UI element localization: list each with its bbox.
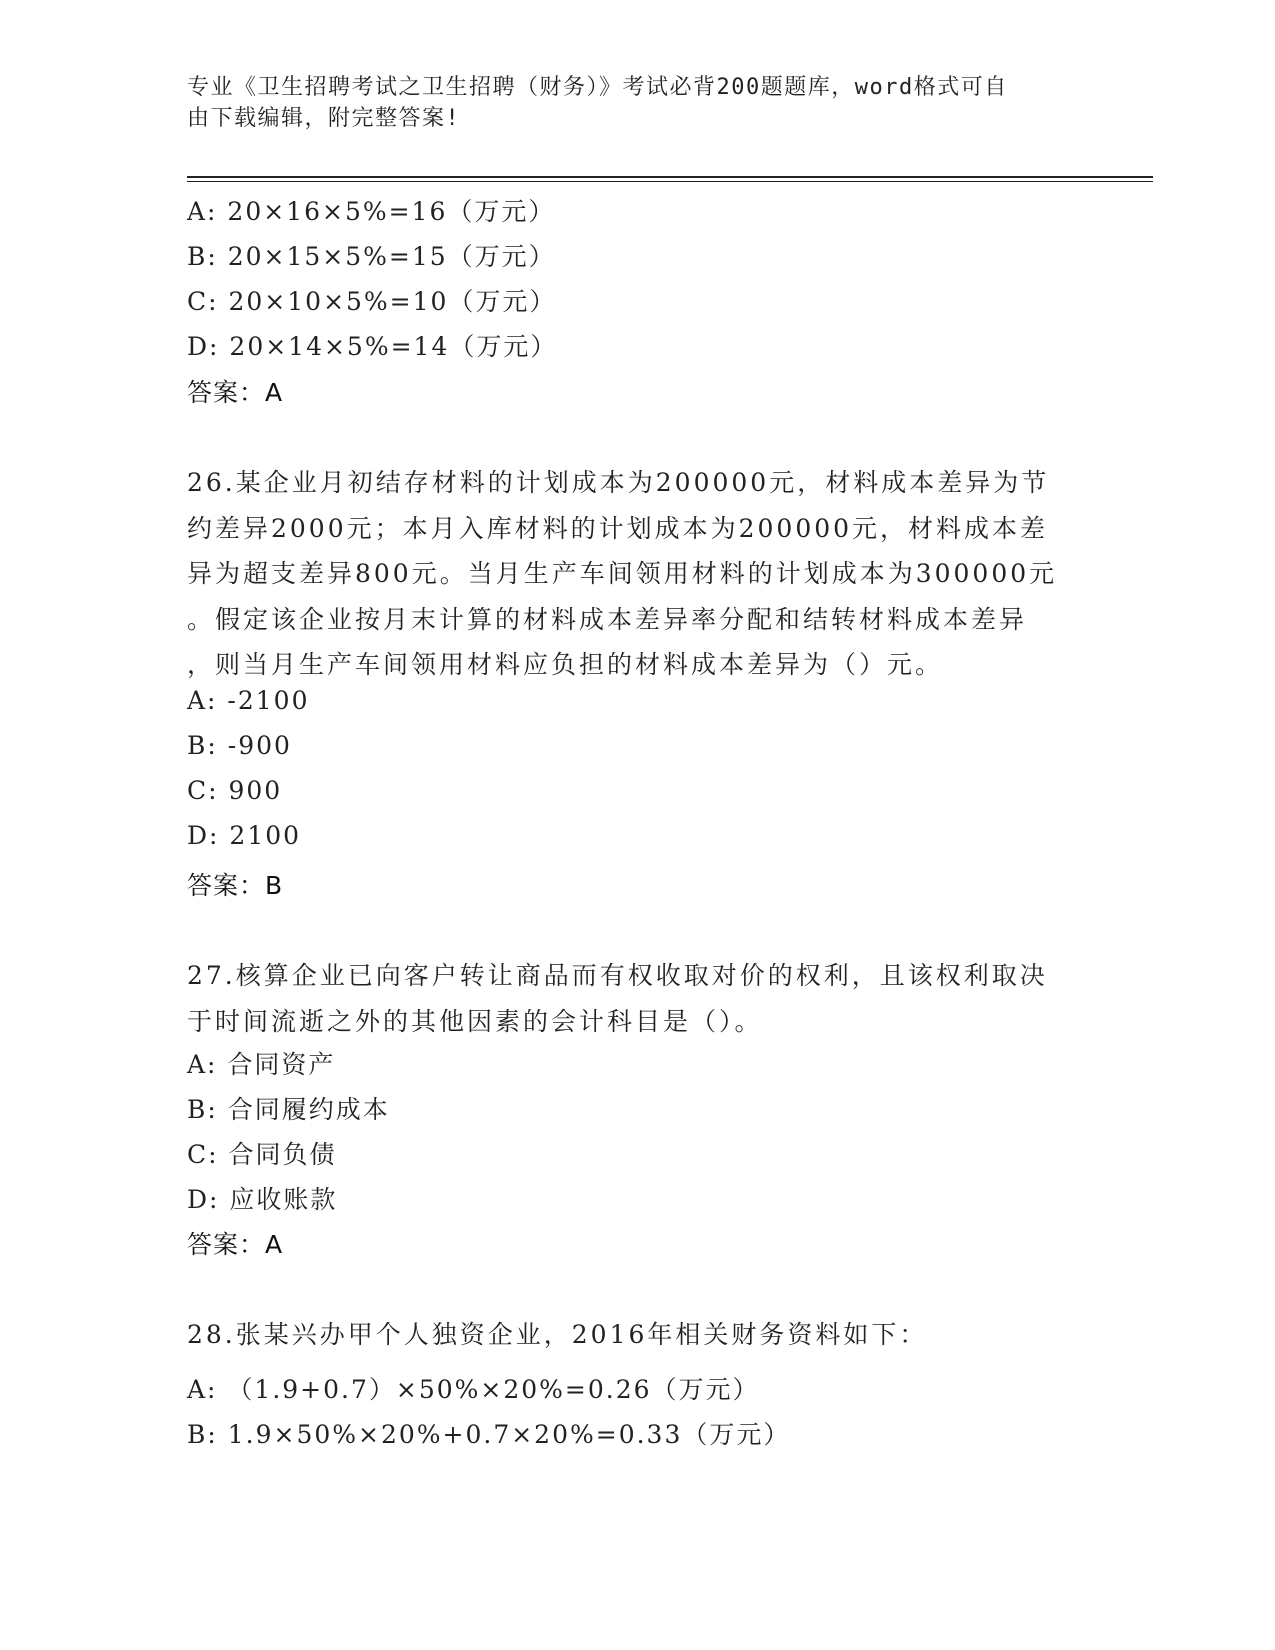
q25-answer: 答案：A [187, 378, 284, 407]
q25-option-b: B: 20×15×5%=15（万元） [187, 242, 556, 271]
q28-stem [187, 1312, 1067, 1358]
q26-stem-line: 26.某企业月初结存材料的计划成本为200000元，材料成本差异为节 [187, 468, 1050, 497]
q26-stem-line: ，则当月生产车间领用材料应负担的材料成本差异为（）元。 [187, 650, 944, 679]
q25-option-d: D: 20×14×5%=14（万元） [187, 332, 558, 361]
q27-option-c: C: 合同负债 [187, 1140, 337, 1169]
q28-option-b: B: 1.9×50%×20%+0.7×20%=0.33（万元） [187, 1420, 791, 1449]
q27-option-d: D: 应收账款 [187, 1185, 338, 1214]
document-header [187, 72, 1067, 134]
q26-option-d: D: 2100 [187, 821, 302, 850]
q26-stem-line: 。假定该企业按月末计算的材料成本差异率分配和结转材料成本差异 [187, 604, 1028, 634]
q26-option-a: A: -2100 [187, 686, 310, 715]
q28-option-a: A: （1.9+0.7）×50%×20%=0.26（万元） [187, 1375, 760, 1404]
q25-option-c: C: 20×10×5%=10（万元） [187, 287, 557, 316]
q27-answer: 答案：A [187, 1230, 284, 1259]
q26-option-b: B: -900 [187, 731, 292, 760]
q27-stem [187, 953, 1067, 1044]
q26-option-c: C: 900 [187, 776, 283, 805]
header-rule-thin [187, 181, 1153, 182]
q27-stem-line: 27.核算企业已向客户转让商品而有权收取对价的权利，且该权利取决 [187, 961, 1048, 990]
q26-answer: 答案：B [187, 871, 284, 900]
q25-option-a: A: 20×16×5%=16（万元） [187, 197, 556, 226]
header-line-2: 由下载编辑，附完整答案! [187, 106, 461, 131]
q27-option-b: B: 合同履约成本 [187, 1095, 390, 1124]
header-line-1: 专业《卫生招聘考试之卫生招聘（财务）》考试必背200题题库，word格式可自 [187, 75, 1008, 100]
header-rule-thick [187, 176, 1153, 178]
q26-stem-line: 异为超支差异800元。当月生产车间领用材料的计划成本为300000元 [187, 559, 1058, 588]
q27-option-a: A: 合同资产 [187, 1050, 336, 1079]
q26-stem [187, 460, 1067, 688]
q26-stem-line: 约差异2000元；本月入库材料的计划成本为200000元，材料成本差 [187, 513, 1049, 543]
q28-stem-line: 28.张某兴办甲个人独资企业，2016年相关财务资料如下： [187, 1320, 928, 1349]
q27-stem-line: 于时间流逝之外的其他因素的会计科目是（）。 [187, 1006, 763, 1036]
